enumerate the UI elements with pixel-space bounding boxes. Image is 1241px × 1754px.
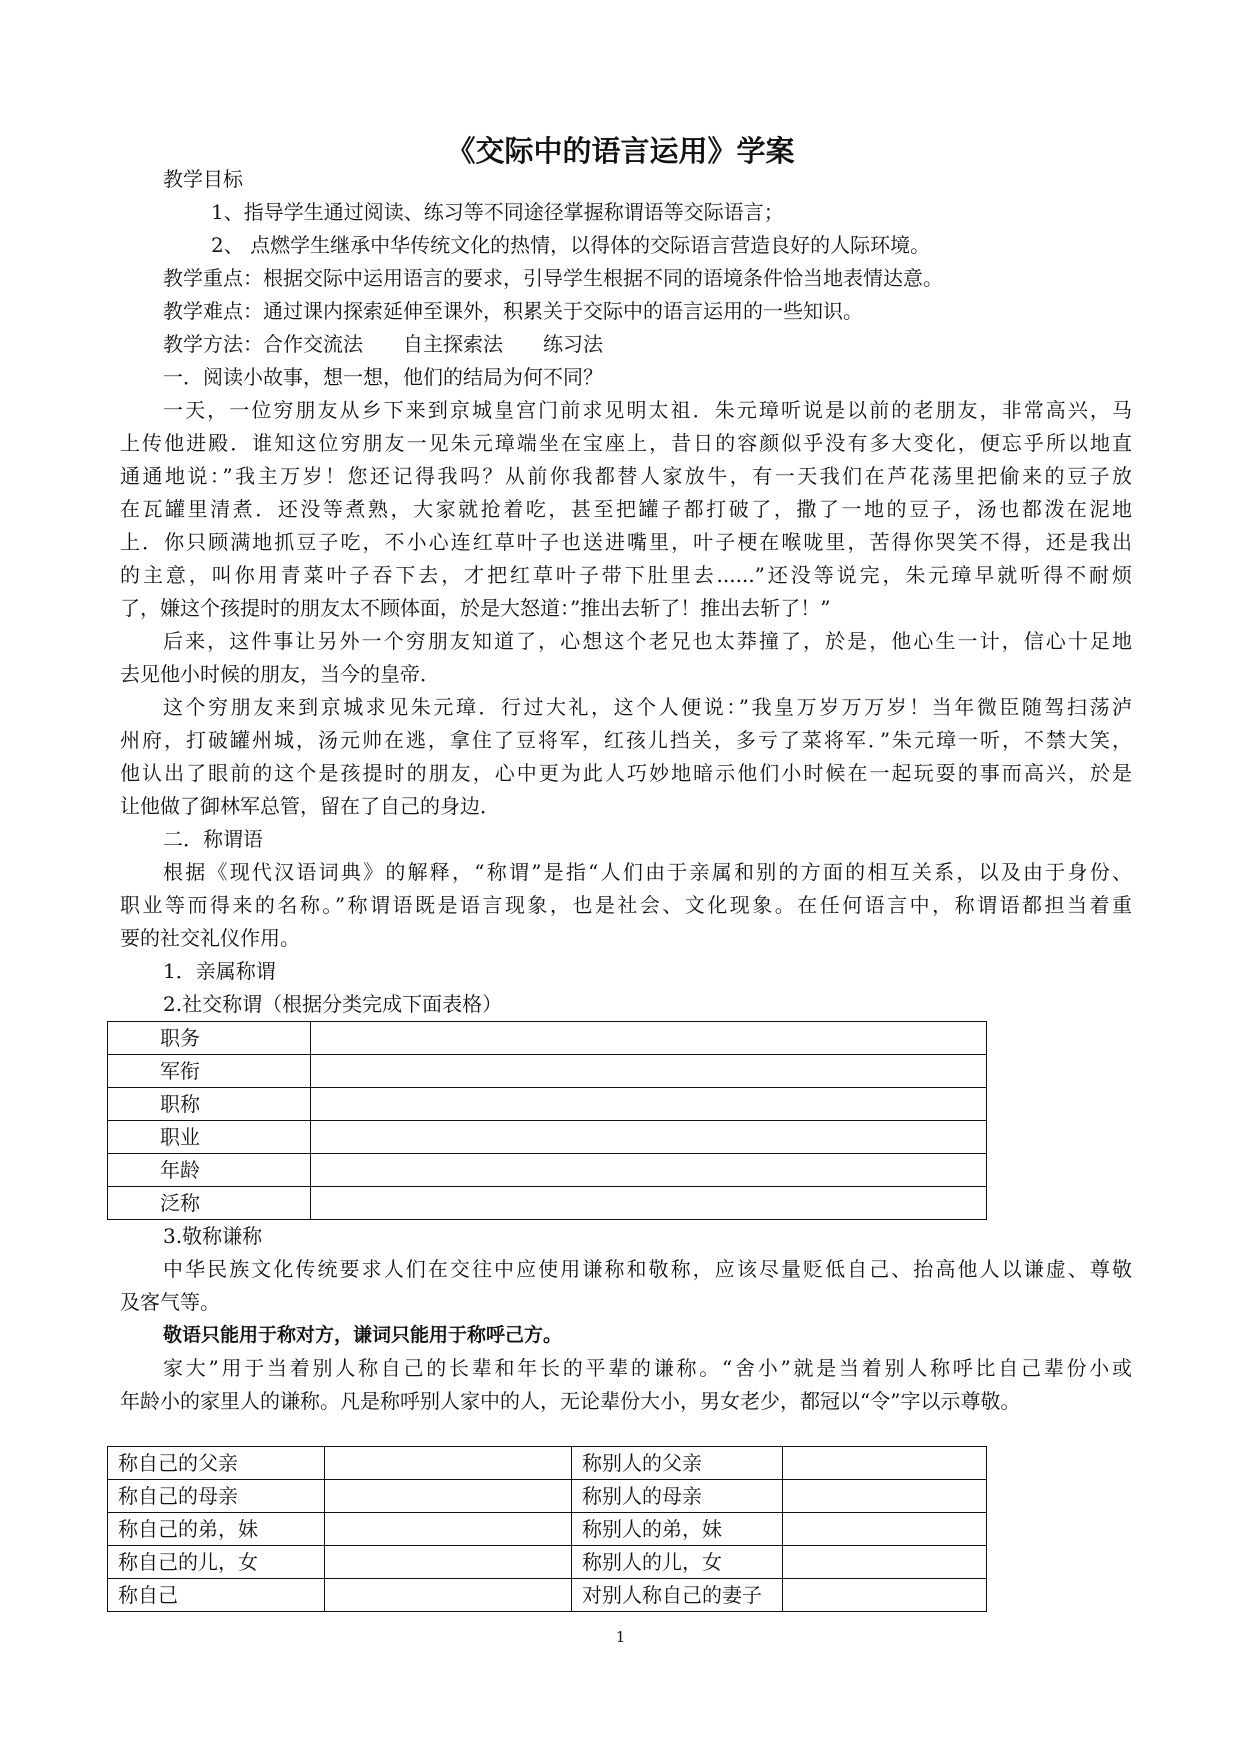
table-row <box>108 1055 987 1088</box>
subheading-honorific: 3.敬称谦称 <box>163 1224 263 1248</box>
definition-line: 要的社交礼仪作用。 <box>120 926 300 950</box>
answer-cell[interactable] <box>311 1022 987 1055</box>
story-line: 去见他小时候的朋友，当今的皇帝． <box>120 662 440 686</box>
story-line: 的主意，叫你用青菜叶子吞下去，才把红草叶子带下肚里去......”还没等说完，朱元璋早就听得不耐烦 <box>120 563 1132 587</box>
section-heading-2: 二．称谓语 <box>163 827 263 851</box>
answer-cell[interactable] <box>783 1480 987 1513</box>
honorific-line: 及客气等。 <box>120 1290 220 1314</box>
definition-line: 职业等而得来的名称。”称谓语既是语言现象，也是社会、文化现象。在任何语言中，称谓语都担当着重 <box>120 893 1132 917</box>
bold-rule: 敬语只能用于称对方，谦词只能用于称呼己方。 <box>163 1324 563 1346</box>
table-row <box>108 1154 987 1187</box>
table-row <box>108 1513 987 1546</box>
answer-cell[interactable] <box>311 1154 987 1187</box>
story-line: 通通地说：”我主万岁！您还记得我吗？从前你我都替人家放牛，有一天我们在芦花荡里把偷来的豆子放 <box>120 464 1132 488</box>
table-row <box>108 1447 987 1480</box>
table-label-cell: 对别人称自己的妻子 <box>572 1579 783 1612</box>
goal-item-2: 2、 点燃学生继承中华传统文化的热情，以得体的交际语言营造良好的人际环境。 <box>211 233 931 257</box>
story-line: 上．你只顾满地抓豆子吃，不小心连红草叶子也送进嘴里，叶子梗在喉咙里，苦得你哭笑不得，还是我出 <box>120 530 1132 554</box>
answer-cell[interactable] <box>783 1546 987 1579</box>
table-row <box>108 1187 987 1220</box>
methods: 教学方法：合作交流法 自主探索法 练习法 <box>163 332 603 356</box>
table-label-cell: 称别人的母亲 <box>572 1480 783 1513</box>
address-table <box>107 1446 987 1612</box>
table-label-cell: 泛称 <box>108 1187 311 1220</box>
document-title: 《交际中的语言运用》学案 <box>446 134 795 168</box>
key-point: 教学重点：根据交际中运用语言的要求，引导学生根据不同的语境条件恰当地表情达意。 <box>163 266 943 290</box>
table-row <box>108 1121 987 1154</box>
honorific-line: 中华民族文化传统要求人们在交往中应使用谦称和敬称，应该尽量贬低自己、抬高他人以谦虚、尊敬 <box>163 1257 1132 1281</box>
table-row <box>108 1088 987 1121</box>
difficulty: 教学难点：通过课内探索延伸至课外，积累关于交际中的语言运用的一些知识。 <box>163 299 863 323</box>
table-label-cell: 军衔 <box>108 1055 311 1088</box>
table-row <box>108 1480 987 1513</box>
story-line: 让他做了御林军总管，留在了自己的身边． <box>120 794 500 818</box>
story-line: 了，嫌这个孩提时的朋友太不顾体面，於是大怒道：”推出去斩了！推出去斩了！” <box>120 596 831 620</box>
story-line: 州府，打破罐州城，汤元帅在逃，拿住了豆将军，红孩儿挡关，多亏了菜将军．”朱元璋一听，不禁大笑， <box>120 728 1132 752</box>
story-line: 后来，这件事让另外一个穷朋友知道了，心想这个老兄也太莽撞了，於是，他心生一计，信心十足地 <box>163 629 1132 653</box>
table-label-cell: 称自己的儿，女 <box>108 1546 325 1579</box>
answer-cell[interactable] <box>325 1447 572 1480</box>
answer-cell[interactable] <box>311 1187 987 1220</box>
answer-cell[interactable] <box>311 1121 987 1154</box>
answer-cell[interactable] <box>325 1579 572 1612</box>
story-line: 他认出了眼前的这个是孩提时的朋友，心中更为此人巧妙地暗示他们小时候在一起玩耍的事而高兴，於是 <box>120 761 1132 785</box>
section-heading-1: 一．阅读小故事，想一想，他们的结局为何不同？ <box>163 365 603 389</box>
table-label-cell: 称别人的弟，妹 <box>572 1513 783 1546</box>
table-label-cell: 称自己的父亲 <box>108 1447 325 1480</box>
story-line: 这个穷朋友来到京城求见朱元璋．行过大礼，这个人便说：”我皇万岁万万岁！当年微臣随驾扫荡泸 <box>163 695 1132 719</box>
table-label-cell: 称别人的儿，女 <box>572 1546 783 1579</box>
answer-cell[interactable] <box>325 1480 572 1513</box>
definition-line: 根据《现代汉语词典》的解释，“称谓”是指“人们由于亲属和别的方面的相互关系，以及由于身份、 <box>163 860 1132 884</box>
answer-cell[interactable] <box>325 1513 572 1546</box>
subheading-kinship: 1．亲属称谓 <box>163 959 276 983</box>
humble-line: 年龄小的家里人的谦称。凡是称呼别人家中的人，无论辈份大小，男女老少，都冠以“令”字以示尊敬。 <box>120 1389 1021 1413</box>
table-label-cell: 年龄 <box>108 1154 311 1187</box>
table-row <box>108 1546 987 1579</box>
table-row <box>108 1579 987 1612</box>
answer-cell[interactable] <box>783 1447 987 1480</box>
answer-cell[interactable] <box>311 1088 987 1121</box>
answer-cell[interactable] <box>311 1055 987 1088</box>
humble-line: 家大”用于当着别人称自己的长辈和年长的平辈的谦称。“舍小”就是当着别人称呼比自己辈份小或 <box>163 1356 1132 1380</box>
goals-heading: 教学目标 <box>163 167 243 191</box>
answer-cell[interactable] <box>783 1579 987 1612</box>
table-label-cell: 职业 <box>108 1121 311 1154</box>
table-label-cell: 职务 <box>108 1022 311 1055</box>
page-number: 1 <box>615 1628 626 1646</box>
story-line: 在瓦罐里清煮．还没等煮熟，大家就抢着吃，甚至把罐子都打破了，撒了一地的豆子，汤也都泼在泥地 <box>120 497 1132 521</box>
answer-cell[interactable] <box>783 1513 987 1546</box>
answer-cell[interactable] <box>325 1546 572 1579</box>
table-label-cell: 职称 <box>108 1088 311 1121</box>
table-label-cell: 称自己 <box>108 1579 325 1612</box>
table-label-cell: 称别人的父亲 <box>572 1447 783 1480</box>
story-line: 一天，一位穷朋友从乡下来到京城皇宫门前求见明太祖．朱元璋听说是以前的老朋友，非常高兴，马 <box>163 398 1132 422</box>
subheading-social: 2.社交称谓（根据分类完成下面表格） <box>163 992 503 1016</box>
story-line: 上传他进殿．谁知这位穷朋友一见朱元璋端坐在宝座上，昔日的容颜似乎没有多大变化，便忘乎所以地直 <box>120 431 1132 455</box>
goal-item-1: 1、指导学生通过阅读、练习等不同途径掌握称谓语等交际语言； <box>211 200 784 224</box>
social-address-table <box>107 1021 987 1220</box>
table-row <box>108 1022 987 1055</box>
table-label-cell: 称自己的母亲 <box>108 1480 325 1513</box>
table-label-cell: 称自己的弟，妹 <box>108 1513 325 1546</box>
